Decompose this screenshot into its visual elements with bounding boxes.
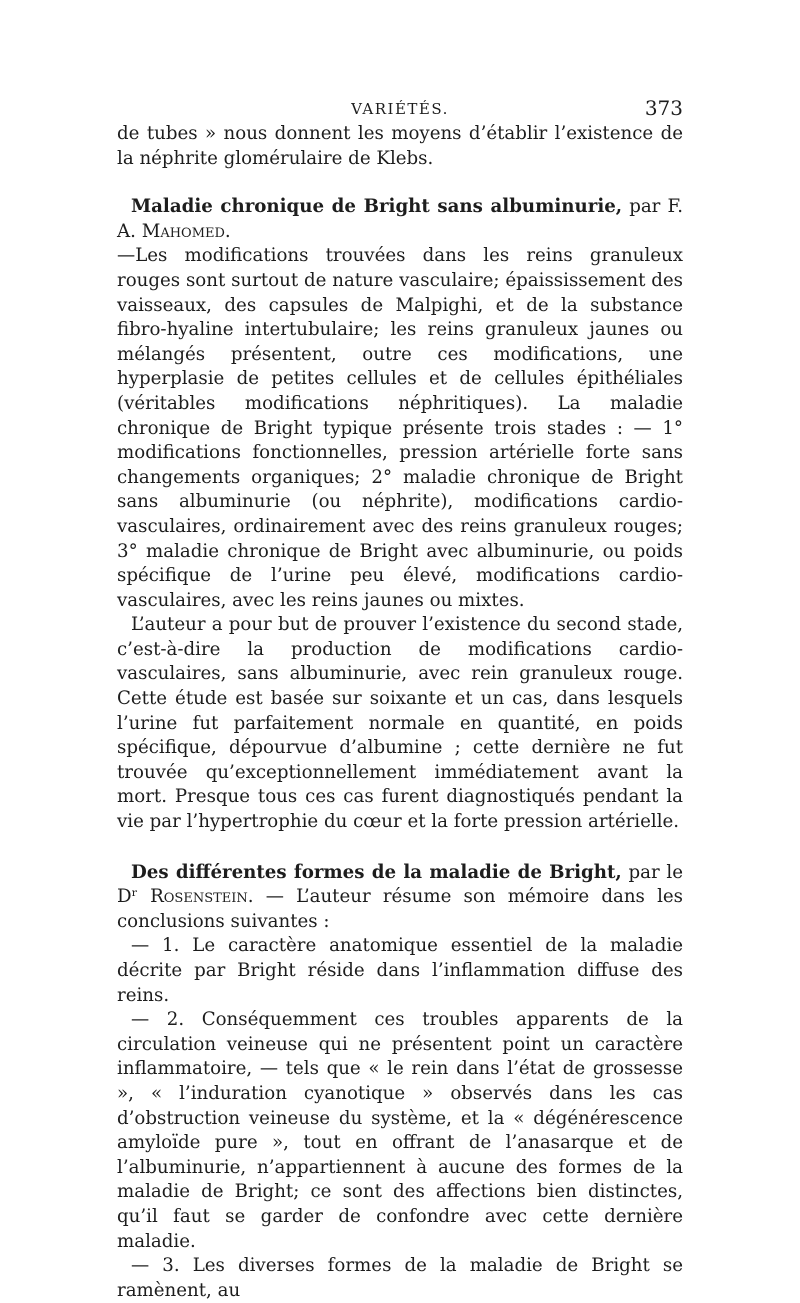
conclusion-item: — 1. Le caractère anatomique essentiel de la maladie décrite par Bright réside dans l’inflammation diffuse des reins. (117, 935, 683, 1006)
conclusion-item: — 3. Les diverses formes de la maladie de Bright se ramènent, au (117, 1255, 683, 1301)
running-title: VARIÉTÉS. (351, 100, 449, 118)
article-byline: par le Dʳ (117, 861, 683, 908)
article-intro: — L’auteur résume son mémoire dans les conclusions suivantes : (117, 886, 683, 932)
journal-page (117, 96, 683, 1303)
article-title: Des différentes formes de la maladie de Bright, (131, 861, 622, 883)
article-title: Maladie chronique de Bright sans albuminurie, (131, 196, 623, 218)
running-header (117, 96, 683, 122)
article-author: Mahomed. (141, 220, 231, 242)
page-body (117, 122, 683, 1303)
article-paragraph: L’auteur a pour but de prouver l’existence du second stade, c’est-à-dire la production de modifications cardio-vasculaires, sans albuminurie, avec rein granuleux rouge. Cette étude est basée sur soixante et un cas, dans lesquels l’urine fut parfaitement normale en quantité, en poids spécifique, dépourvue d’albumine ; cette dernière ne fut trouvée qu’exceptionnellement immédiatement avant la mort. Presque tous ces cas furent diagnostiqués pendant la vie par l’hypertrophie du cœur et la forte pression artérielle. (117, 614, 683, 833)
continuation-paragraph: de tubes » nous donnent les moyens d’établir l’existence de la néphrite glomérulaire de Klebs. (117, 123, 683, 169)
article-paragraph: —Les modifications trouvées dans les reins granuleux rouges sont surtout de nature vasculaire; épaississement des vaisseaux, des capsules de Malpighi, et de la substance fibro-hyaline intertubulaire; les reins granuleux jaunes ou mélangés présentent, outre ces modifications, une hyperplasie de petites cellules et de cellules épithéliales (véritables modifications néphritiques). La maladie chronique de Bright typique présente trois stades : — 1° modifications fonctionnelles, pression artérielle forte sans changements organiques; 2° maladie chronique de Bright sans albuminurie (ou néphrite), modifications cardio-vasculaires, ordinairement avec des reins granuleux rouges; 3° maladie chronique de Bright avec albuminurie, ou poids spécifique de l’urine peu élevé, modifications cardio-vasculaires, avec les reins jaunes ou mixtes. (117, 245, 683, 611)
page-number: 373 (644, 96, 683, 120)
article-rosenstein (117, 861, 683, 1303)
conclusion-item: — 2. Conséquemment ces troubles apparents de la circulation veineuse qui ne présentent point un caractère inflammatoire, — tels que « le rein dans l’état de grossesse », « l’induration cyanotique » observés dans les cas d’obstruction veineuse du système, et la « dégénérescence amyloïde pure », tout en offrant de l’anasarque et de l’albuminurie, n’appartiennent à aucune des formes de la maladie de Bright; ce sont des affections bien distinctes, qu’il faut se garder de confondre avec cette dernière maladie. (117, 1009, 683, 1252)
article-mahomed (117, 195, 683, 834)
article-byline: par F. A. (117, 196, 684, 242)
article-author: Rosenstein. (150, 886, 254, 908)
article-heading (117, 195, 683, 244)
article-heading (117, 861, 683, 935)
